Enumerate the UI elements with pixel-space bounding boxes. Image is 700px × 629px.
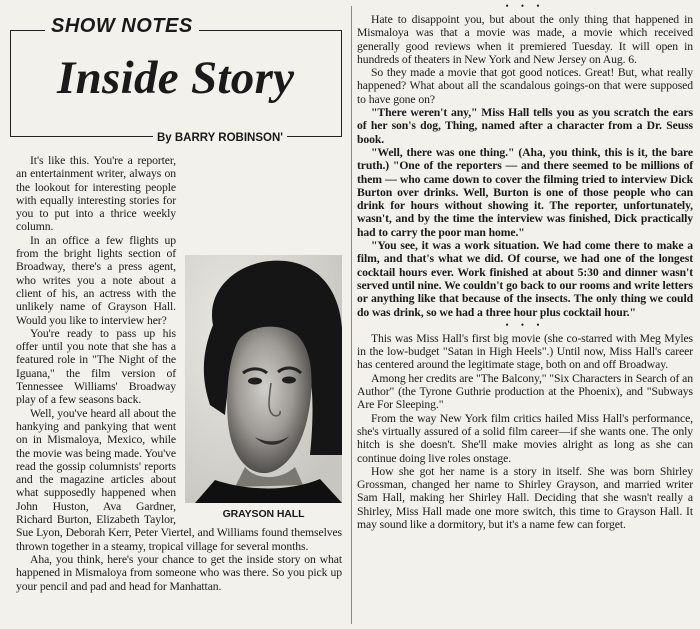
- quote-paragraph: "You see, it was a work situation. We had come there to make a film, and that's what we did. Of course, we had one of the longest cocktail hours ever. Work finished at about 5:30 and dinner wasn't served until nine. We couldn't go back to our rooms and write letters or anything like that because of the insects. The only thing we could do was drink, so we had a three hour plus cocktail hour.": [357, 239, 693, 319]
- paragraph: Among her credits are "The Balcony," "Six Characters in Search of an Author" (the Tyrone Guthrie production at the Phoenix), and "Subways Are For Sleeping.": [357, 371, 693, 412]
- paragraph: Well, you've heard all about the hankying and pankying that went on in Mismaloya, Mexico, while the movie was being made. You've read the gossip columnists' reports and the magazine articles about what supposedly happened when John Huston, Ava Gardner, Richard Burton, Elizabeth Taylor, Sue Lyon, Deborah Kerr, Peter Viertel, and Williams found themselves thrown together in a steamy, tropical village for several months.: [16, 406, 342, 553]
- photo-caption: GRAYSON HALL: [222, 508, 305, 520]
- paragraph: In an office a few flights up from the bright lights section of Broadway, there's a press agent, who writes you a note about a client of his, an actress with the unlikely name of Grayson Hall. Would you like to interview her?: [16, 233, 176, 327]
- byline: By BARRY ROBINSON': [153, 132, 287, 144]
- paragraph: You're ready to pass up his offer until you note that she has a featured role in "The Night of the Iguana," the film version of Tennessee Williams' Broadway play of a few seasons back.: [16, 326, 176, 407]
- right-article-body: [357, 0, 693, 531]
- headline-box: [10, 15, 342, 144]
- section-break: • • •: [505, 319, 545, 330]
- left-column: [4, 0, 347, 593]
- paragraph: This was Miss Hall's first big movie (she co-starred with Meg Myles in the low-budget "Satan in High Heels".) Until now, Miss Hall's career has centered around the legitimate stage, both on and off Broadway.: [357, 331, 693, 372]
- column-rule: [351, 6, 352, 624]
- paragraph: Hate to disappoint you, but about the only thing that happened in Mismaloya was that a movie was made, a movie which received generally good reviews when it premiered Tuesday. It will open in hundreds of theaters in New York and New Jersey on Aug. 6.: [357, 13, 693, 66]
- section-break: • • •: [505, 1, 545, 11]
- portrait-photo: [185, 255, 342, 503]
- paragraph: How she got her name is a story in itself. She was born Shirley Grossman, changed her name to Shirley Grayson, and married writer Sam Hall, making her Shirley Hall. Deciding that she wasn't really a Shirley, Miss Hall made one more switch, this time to Grayson Hall. It may sound like a dormitory, but it's a name few can forget.: [357, 464, 693, 531]
- paragraph: So they made a movie that got good notices. Great! But, what really happened? What about all the scandalous goings-on that were supposed to have gone on?: [357, 66, 693, 106]
- headline: Inside Story: [57, 52, 295, 104]
- left-article-body: [16, 154, 342, 593]
- paragraph: From the way New York film critics hailed Miss Hall's performance, she's virtually assured of a solid film career—if she wants one. The only hitch is she doesn't. She'll make movies alright as long as she can continue doing live roles onstage.: [357, 411, 693, 465]
- quote-paragraph: "Well, there was one thing." (Aha, you think, this is it, the bare truth.) "One of the reporters — and there seemed to be millions of them — who came down to cover the filming tried to interview Dick Burton over drinks. Well, Burton is one of those people who can drink for hours without showing it. The reporter, unfortunately, wasn't, and by the time the interview was finished, Dick practically had to carry the poor man home.": [357, 145, 693, 239]
- quote-paragraph: "There weren't any," Miss Hall tells you as you scratch the ears of her son's dog, Thing, named after a character from a Dr. Seuss book.: [357, 106, 693, 146]
- photo-block: [185, 255, 342, 521]
- paragraph: It's like this. You're a reporter, an entertainment writer, always on the lookout for interesting people with equally interesting stories for you to put into a thrice weekly column.: [16, 154, 176, 234]
- paragraph: Aha, you think, here's your chance to get the inside story on what happened in Mismaloya from someone who was there. So you pick up your pencil and pad and head for Manhattan.: [16, 552, 342, 593]
- kicker: SHOW NOTES: [45, 15, 199, 38]
